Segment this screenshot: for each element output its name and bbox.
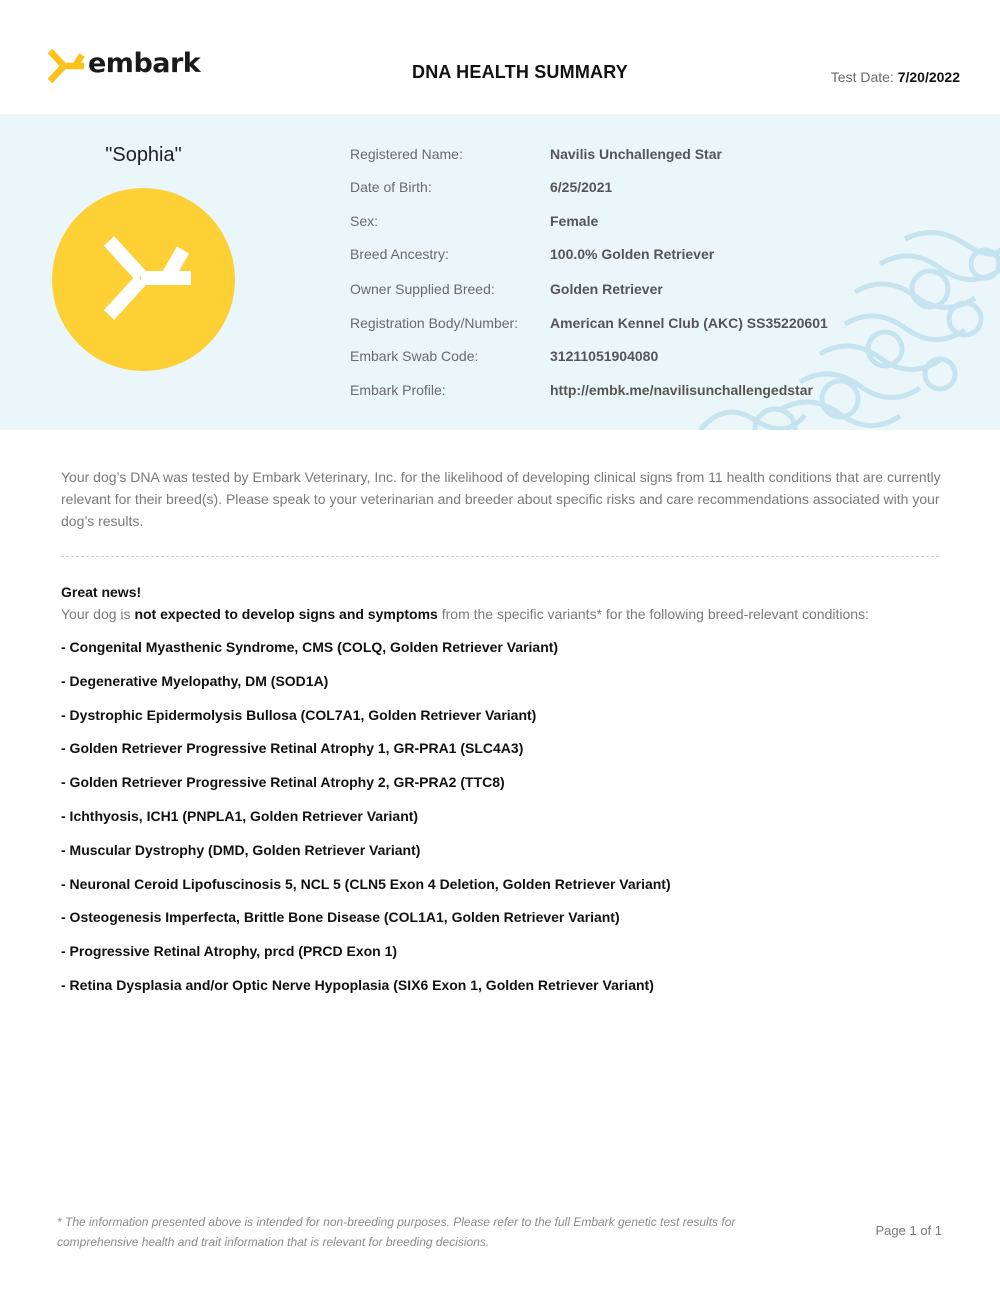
- list-item: - Congenital Myasthenic Syndrome, CMS (COLQ, Golden Retriever Variant): [61, 639, 559, 655]
- test-date-label: Test Date:: [830, 69, 894, 85]
- embark-mark-icon: [101, 236, 193, 320]
- results-lead: [61, 606, 869, 622]
- sex-label: Sex:: [350, 213, 379, 229]
- breed-ancestry-value: 100.0% Golden Retriever: [550, 246, 715, 262]
- list-item: - Degenerative Myelopathy, DM (SOD1A): [61, 672, 329, 689]
- registration-value: American Kennel Club (AKC) SS35220601: [550, 315, 828, 331]
- document-title: DNA HEALTH SUMMARY: [412, 62, 628, 82]
- list-item: - Muscular Dystrophy (DMD, Golden Retriever Variant): [61, 841, 421, 858]
- registered-name-label: Registered Name:: [350, 146, 463, 162]
- registration-label: Registration Body/Number:: [350, 315, 519, 331]
- footnote: * The information presented above is intended for non-breeding purposes. Please refer to the full Embark genetic test results for comprehensive health and trait information that is relevant for breeding decisions.: [57, 1215, 736, 1249]
- list-item: - Osteogenesis Imperfecta, Brittle Bone Disease (COL1A1, Golden Retriever Variant): [61, 909, 620, 926]
- sex-value: Female: [550, 213, 599, 229]
- list-item: - Ichthyosis, ICH1 (PNPLA1, Golden Retriever Variant): [61, 807, 419, 824]
- breed-ancestry-label: Breed Ancestry:: [350, 246, 449, 262]
- date-of-birth-label: Date of Birth:: [350, 179, 432, 195]
- conditions-list: [61, 630, 671, 1002]
- list-item: - Progressive Retinal Atrophy, prcd (PRCD Exon 1): [61, 943, 398, 960]
- results-heading: Great news!: [61, 584, 142, 600]
- avatar: [52, 188, 235, 371]
- swab-code-value: 31211051904080: [550, 348, 659, 364]
- divider: [61, 556, 939, 557]
- results-lead-bold: not expected to develop signs and symptoms: [134, 606, 438, 622]
- owner-supplied-breed-value: Golden Retriever: [550, 281, 663, 297]
- page-header: [0, 0, 1000, 114]
- list-item: - Dystrophic Epidermolysis Bullosa (COL7A1, Golden Retriever Variant): [61, 706, 537, 723]
- registered-name-value: Navilis Unchallenged Star: [550, 146, 722, 162]
- results-lead-prefix: Your dog is: [61, 606, 131, 622]
- logo-wordmark: embark: [88, 47, 201, 79]
- list-item: - Golden Retriever Progressive Retinal Atrophy 1, GR-PRA1 (SLC4A3): [61, 740, 524, 757]
- results-lead-suffix: from the specific variants* for the following breed-relevant conditions:: [441, 606, 869, 622]
- list-item: - Retina Dysplasia and/or Optic Nerve Hypoplasia (SIX6 Exon 1, Golden Retriever Variant): [61, 976, 654, 993]
- dog-name: "Sophia": [105, 144, 182, 166]
- test-date: [831, 69, 960, 85]
- test-date-value: 7/20/2022: [897, 69, 960, 85]
- embark-profile-label: Embark Profile:: [350, 382, 446, 398]
- list-item: - Neuronal Ceroid Lipofuscinosis 5, NCL 5 (CLN5 Exon 4 Deletion, Golden Retriever Variant): [61, 875, 671, 892]
- dog-profile-panel: [0, 114, 1000, 430]
- list-item: - Golden Retriever Progressive Retinal Atrophy 2, GR-PRA2 (TTC8): [61, 774, 505, 791]
- embark-profile-link[interactable]: http://embk.me/navilisunchallengedstar: [550, 382, 813, 398]
- owner-supplied-breed-label: Owner Supplied Breed:: [350, 281, 495, 297]
- swab-code-label: Embark Swab Code:: [350, 348, 479, 364]
- date-of-birth-value: 6/25/2021: [550, 179, 613, 195]
- page-number: Page 1 of 1: [875, 1223, 942, 1238]
- intro-paragraph: Your dog’s DNA was tested by Embark Veterinary, Inc. for the likelihood of developing clinical signs from 11 health conditions that are currently relevant for their breed(s). Please speak to your veterinarian and breeder about specific risks and care recommendations associated with your dog’s results.: [61, 469, 941, 529]
